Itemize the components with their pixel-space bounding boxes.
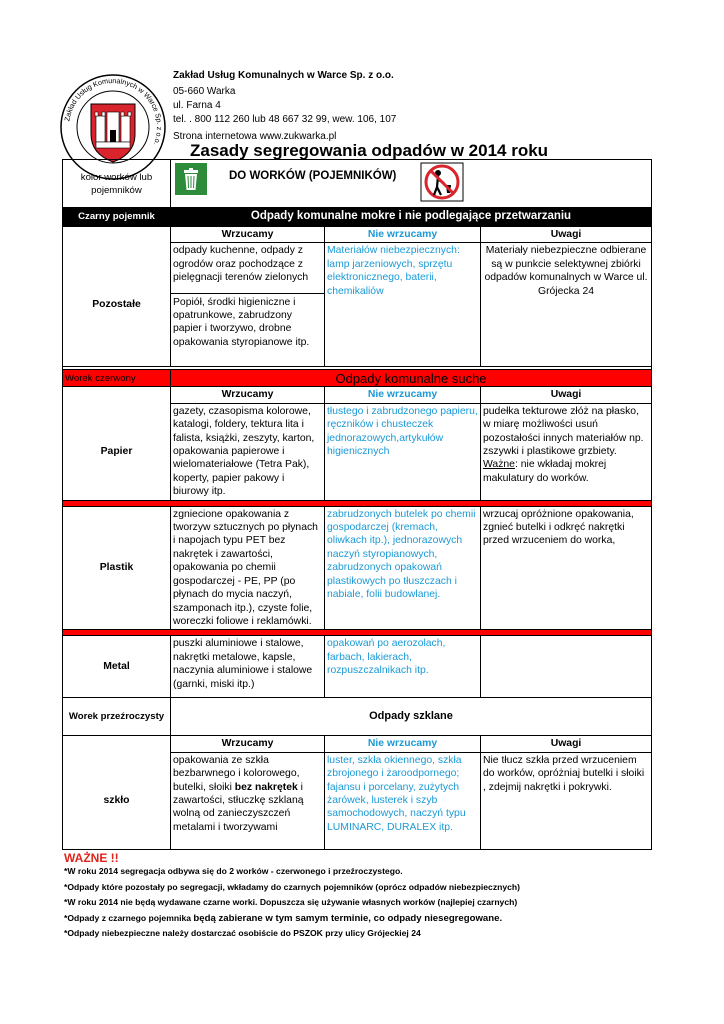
clear-header-in: Wrzucamy xyxy=(171,736,325,752)
glass-in-1: opakowania ze szkła bezbarwnego i kolorowego, butelki, słoiki xyxy=(173,754,300,793)
category-remaining: Pozostałe xyxy=(63,243,171,367)
glass-in xyxy=(171,752,325,849)
trash-bin-icon xyxy=(175,163,207,195)
paper-out: tłustego i zabrudzonego papieru, ręczników i chusteczek jednorazowych,artykułów higienicznych xyxy=(325,403,481,500)
paper-notes xyxy=(481,403,652,500)
paper-notes-warn: : nie wkładaj mokrej makulatury do worków. xyxy=(483,459,607,484)
seal-text: Zakład Usług Komunalnych w Warce Sp. z o.o. xyxy=(62,75,165,147)
phone-line: tel. . 800 112 260 lub 48 667 32 99, wew. 106, 107 xyxy=(173,114,397,125)
category-glass: szkło xyxy=(63,752,171,849)
black-header-in: Wrzucamy xyxy=(171,227,325,243)
note-4b: będą zabierane w tym samym terminie, co odpady niesegregowane. xyxy=(193,912,503,924)
address-line-1: 05-660 Warka xyxy=(173,86,236,97)
black-section-title: Odpady komunalne mokre i nie podlegające przetwarzaniu xyxy=(171,208,652,227)
clear-bag-label: Worek przeźroczysty xyxy=(63,698,171,736)
note-4 xyxy=(64,911,520,927)
black-out-hazardous: Materiałów niebezpiecznych: lamp jarzeniowych, sprzętu elektronicznego, baterii, chemikaliów xyxy=(325,243,481,367)
color-label: kolor worków lub pojemników xyxy=(63,160,171,208)
note-1: *W roku 2014 segregacja odbywa się do 2 worków - czerwonego i przeźroczystego. xyxy=(64,866,403,876)
glass-in-bold: bez nakrętek xyxy=(234,781,298,793)
black-notes: Materiały niebezpieczne odbierane są w punkcie selektywnej zbiórki odpadów komunalnych w Warce ul. Grójecka 24 xyxy=(481,243,652,367)
metal-in: puszki aluminiowe i stalowe, nakrętki metalowe, kapsle, naczynia aluminiowe i stalowe (garnki, miski itp.) xyxy=(171,636,325,698)
glass-out: luster, szkła okiennego, szkła zbrojonego i żaroodpornego; fajansu i porcelany, zużytych żarówek, lusterek i szyb samochodowych, naczyń typu LUMINARC, DURALEX itp. xyxy=(325,752,481,849)
waste-rules-table xyxy=(62,159,652,850)
plastic-notes: wrzucaj opróżnione opakowania, zgnieć butelki i odkręć nakrętki przed wrzuceniem do worka, xyxy=(481,506,652,630)
black-in-ash: Popiół, środki higieniczne i opatrunkowe, zabrudzony papier i tworzywo, drobne opakowania styropianowe itp. xyxy=(171,293,324,350)
metal-out: opakowań po aerozolach, farbach, lakierach, rozpuszczalnikach itp. xyxy=(325,636,481,698)
red-bag-label: Worek czerwony xyxy=(63,370,171,387)
website-line: Strona internetowa www.zukwarka.pl xyxy=(173,131,337,142)
category-metal: Metal xyxy=(63,636,171,698)
footer-notes xyxy=(64,864,520,942)
black-header-out: Nie wrzucamy xyxy=(325,227,481,243)
clear-header-notes: Uwagi xyxy=(481,736,652,752)
clear-header-out: Nie wrzucamy xyxy=(325,736,481,752)
red-header-out: Nie wrzucamy xyxy=(325,387,481,403)
plastic-in: zgniecione opakowania z tworzyw sztucznych po płynach i napojach typu PET bez nakrętek i zawartości, opakowania po chemii gospodarczej - PE, PP (po płynach do mycia naczyń, szamponach itp.), czyste folie, woreczki foliowe i reklamówki. xyxy=(171,506,325,630)
paper-notes-warn-label: Ważne xyxy=(483,459,515,471)
note-3: *W roku 2014 nie będą wydawane czarne worki. Dopuszcza się używanie własnych worków (najlepiej czarnych) xyxy=(64,897,518,907)
paper-notes-text: pudełka tekturowe złóż na płasko, w miarę możliwości usuń pozostałości innych materiałów np. zszywki i plastikowe grzbiety. xyxy=(483,405,644,458)
note-2: *Odpady które pozostały po segregacji, wkładamy do czarnych pojemników (oprócz odpadów niebezpiecznych) xyxy=(64,881,521,892)
glass-in-2: i zawartości, stłuczkę szklaną wolną od zanieczyszczeń metalami i tworzywami xyxy=(173,781,304,833)
red-section-title: Odpady komunalne suche xyxy=(171,370,652,387)
important-heading: WAŻNE !! xyxy=(64,851,119,865)
no-littering-icon xyxy=(420,162,464,202)
black-bin-label: Czarny pojemnik xyxy=(63,208,171,227)
to-bags-heading: DO WORKÓW (POJEMNIKÓW) xyxy=(229,170,397,182)
black-in-kitchen: odpady kuchenne, odpady z ogrodów oraz pochodzące z pielęgnacji terenów zielonych xyxy=(173,245,309,284)
address-line-2: ul. Farna 4 xyxy=(173,100,221,111)
black-header-notes: Uwagi xyxy=(481,227,652,243)
clear-section-title: Odpady szklane xyxy=(171,698,652,736)
glass-notes: Nie tłucz szkła przed wrzuceniem do worków, opróżniaj butelki i słoiki , zdejmij nakrętki i pokrywki. xyxy=(481,752,652,849)
note-5: *Odpady niebezpieczne należy dostarczać osobiście do PSZOK przy ulicy Grójeckiej 24 xyxy=(64,928,421,938)
company-name: Zakład Usług Komunalnych w Warce Sp. z o.o. xyxy=(173,70,394,81)
category-paper: Papier xyxy=(63,403,171,500)
page-title: Zasady segregowania odpadów w 2014 roku xyxy=(190,141,549,160)
plastic-out: zabrudzonych butelek po chemii gospodarczej (kremach, oliwkach itp.), jednorazowych naczyń styropianowych, zabrudzonych opakowań plastikowych po tłuszczach i nabiale, folii budowlanej. xyxy=(325,506,481,630)
paper-in: gazety, czasopisma kolorowe, katalogi, foldery, tektura lita i falista, książki, zeszyty, karton, opakowania papierowe i wielomateriałowe (Tetra Pak), koperty, papier pakowy i biurowy itp. xyxy=(171,403,325,500)
red-header-in: Wrzucamy xyxy=(171,387,325,403)
note-4a: *Odpady z czarnego pojemnika xyxy=(64,912,194,923)
red-header-notes: Uwagi xyxy=(481,387,652,403)
category-plastic: Plastik xyxy=(63,506,171,630)
